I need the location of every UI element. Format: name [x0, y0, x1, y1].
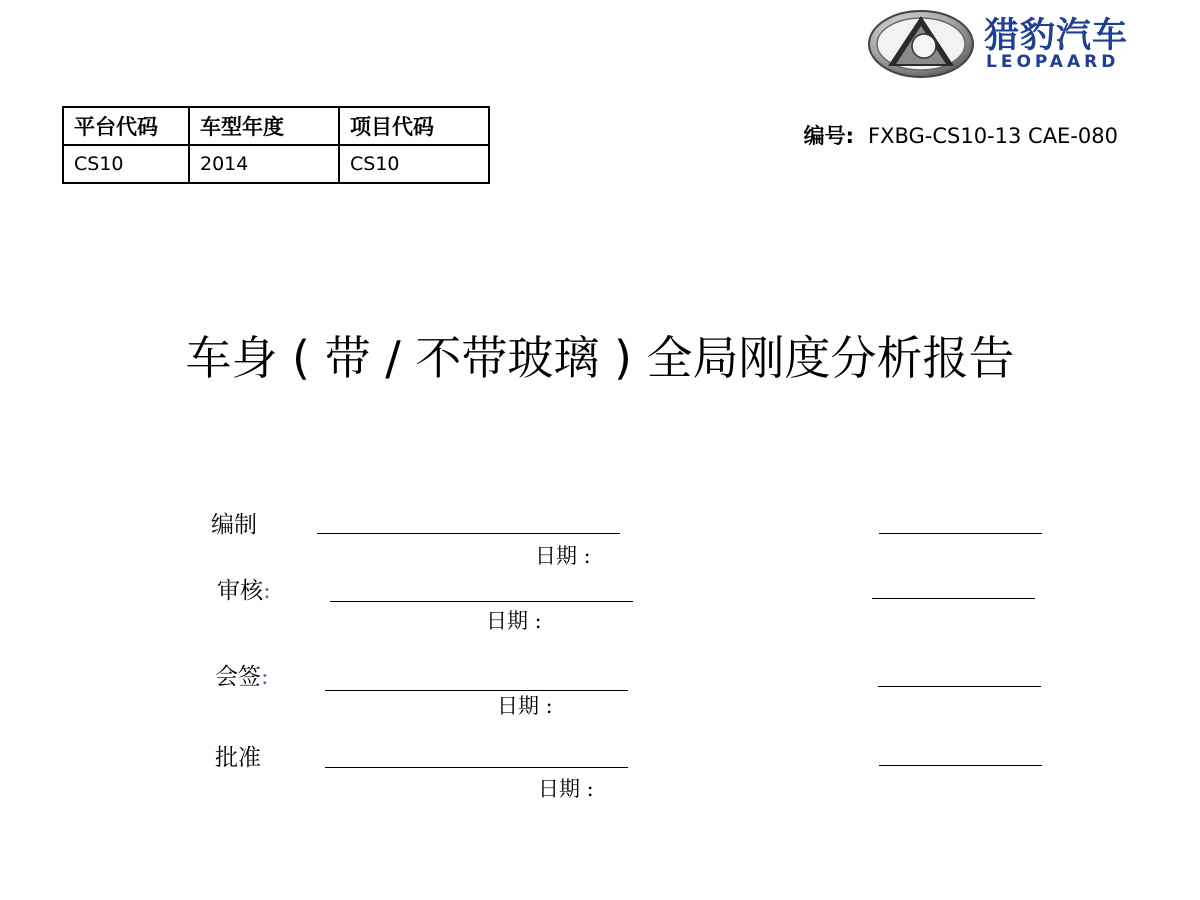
date-line [872, 598, 1035, 599]
brand-name-en: LEOPAARD [986, 52, 1120, 72]
date-line [879, 765, 1042, 766]
signature-label-text: 审核 [217, 578, 263, 604]
date-line [879, 533, 1042, 534]
date-label: 日期 : [535, 544, 591, 568]
brand-name-cn: 猎豹汽车 [984, 16, 1129, 56]
date-label: 日期 : [538, 777, 594, 801]
signature-label-text: 编制 [211, 512, 257, 538]
signature-colon: : [263, 578, 271, 604]
value-platform-code: CS10 [63, 145, 189, 183]
signature-label-review [217, 572, 271, 605]
doc-number-label: 编号: [803, 124, 854, 148]
table-row [63, 145, 489, 183]
signature-label-compile [211, 506, 257, 539]
page-title: 车身 ( 带 / 不带玻璃 ) 全局刚度分析报告 [185, 331, 1015, 385]
signature-label-text: 会签 [215, 664, 261, 690]
date-label: 日期 : [497, 694, 553, 718]
signature-colon: : [261, 664, 269, 690]
header-platform-code: 平台代码 [63, 107, 189, 145]
doc-number-value: FXBG-CS10-13 CAE-080 [867, 124, 1118, 148]
doc-number [804, 120, 1118, 150]
signature-label-approve [215, 739, 261, 772]
signature-line [317, 533, 620, 534]
leopaard-emblem-icon [866, 8, 976, 80]
date-line [878, 686, 1041, 687]
table-header-row [63, 107, 489, 145]
signature-line [325, 767, 628, 768]
date-label: 日期 : [486, 609, 542, 633]
header-model-year: 车型年度 [189, 107, 339, 145]
signature-label-text: 批准 [215, 745, 261, 771]
signature-label-countersign [215, 658, 269, 691]
info-table [62, 106, 490, 184]
signature-line [325, 690, 628, 691]
value-project-code: CS10 [339, 145, 489, 183]
value-model-year: 2014 [189, 145, 339, 183]
header-project-code: 项目代码 [339, 107, 489, 145]
signature-line [330, 601, 633, 602]
